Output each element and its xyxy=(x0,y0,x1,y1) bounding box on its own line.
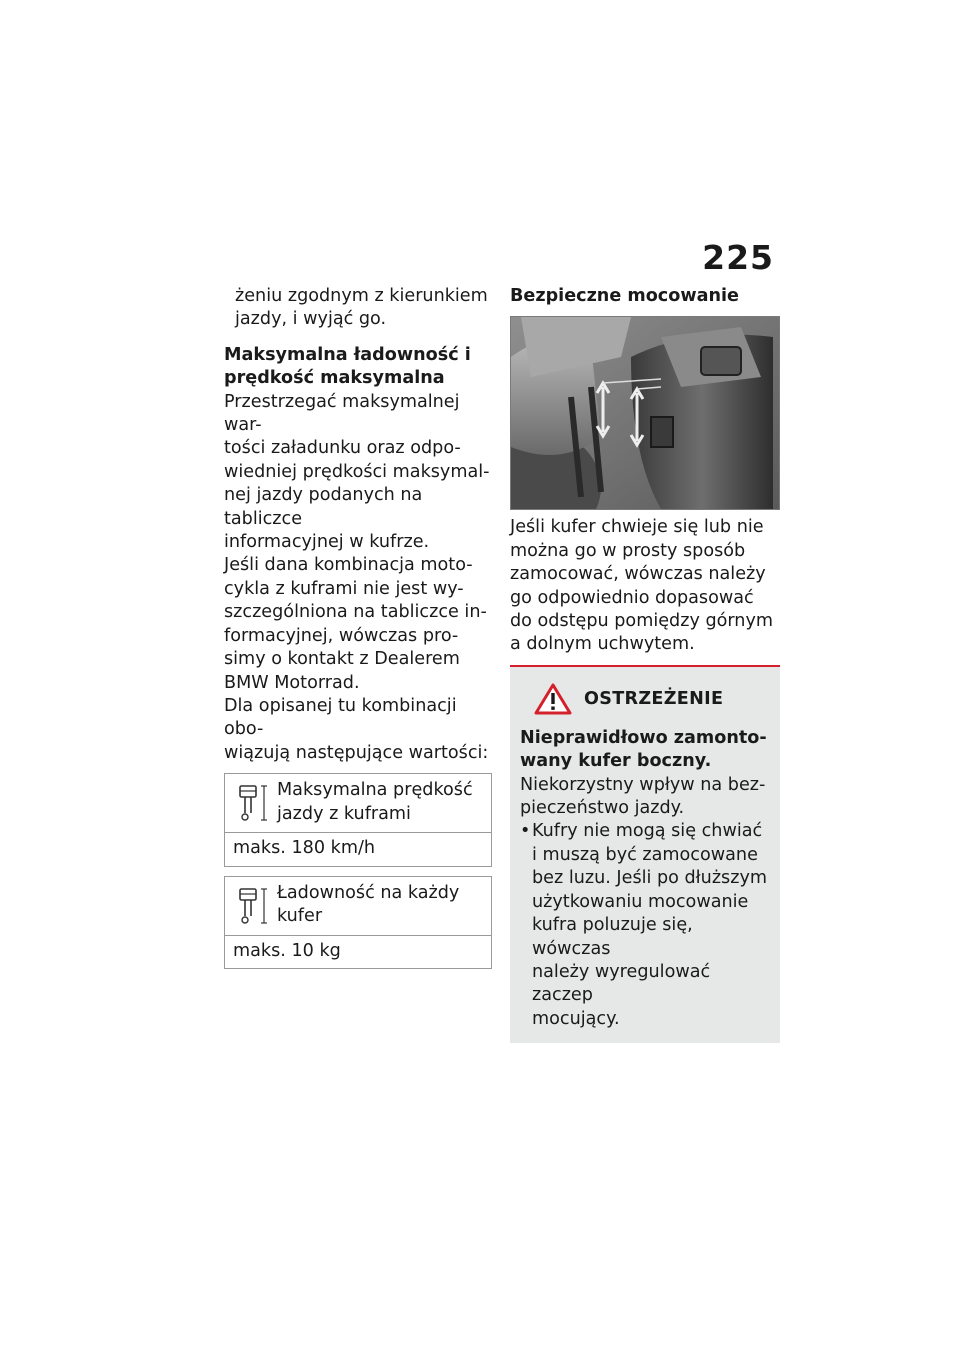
text-line: tości załadunku oraz odpo- xyxy=(224,438,461,459)
paragraph xyxy=(224,391,492,555)
text-line: wiązują następujące wartości: xyxy=(224,742,489,763)
text-line: jazdy, i wyjąć go. xyxy=(235,309,387,330)
text-line: Jeśli kufer chwieje się lub nie xyxy=(510,517,764,538)
text-line: simy o kontakt z Dealerem xyxy=(224,649,460,670)
warning-triangle-icon xyxy=(534,683,572,715)
text-line: bez luzu. Jeśli po dłuższym xyxy=(532,868,768,889)
warning-text xyxy=(520,774,770,821)
text-line: do odstępu pomiędzy górnym xyxy=(510,611,774,632)
warning-heading xyxy=(520,727,770,774)
case-mounting-photo xyxy=(510,316,780,510)
text-line: Kufry nie mogą się chwiać xyxy=(532,821,763,842)
text-line: go odpowiednio dopasować xyxy=(510,587,754,608)
spec-title-line: jazdy z kuframi xyxy=(277,803,411,824)
text-line: formacyjnej, wówczas pro- xyxy=(224,625,459,646)
text-line: Jeśli dana kombinacja moto- xyxy=(224,555,473,576)
bullet-dot: • xyxy=(520,821,531,842)
page-number: 225 xyxy=(702,238,774,277)
text-line: Przestrzegać maksymalnej war- xyxy=(224,391,460,436)
intro-text xyxy=(224,285,492,332)
paragraph xyxy=(224,554,492,694)
spec-title-line: Ładowność na każdy xyxy=(277,882,460,903)
text-line: i muszą być zamocowane xyxy=(532,844,758,865)
text-line: szczególniona na tabliczce in- xyxy=(224,602,487,623)
text-line: Dla opisanej tu kombinacji obo- xyxy=(224,695,457,740)
spec-box-max-speed xyxy=(224,773,492,866)
spec-value: maks. 180 km/h xyxy=(233,838,376,859)
heading-line: wany kufer boczny. xyxy=(520,751,712,772)
section-title-mounting: Bezpieczne mocowanie xyxy=(510,286,739,306)
text-line: można go w prosty sposób xyxy=(510,540,746,561)
left-column xyxy=(224,285,492,969)
right-column xyxy=(510,285,780,1043)
text-line: Niekorzystny wpływ na bez- xyxy=(520,774,766,795)
text-line: informacyjnej w kufrze. xyxy=(224,532,430,553)
text-line: a dolnym uchwytem. xyxy=(510,634,695,655)
text-line: należy wyregulować zaczep xyxy=(532,961,711,1006)
heading-line: prędkość maksymalna xyxy=(224,368,445,389)
heading-line: Nieprawidłowo zamonto- xyxy=(520,727,767,748)
warning-bullet xyxy=(520,820,770,1031)
text-line: cykla z kuframi nie jest wy- xyxy=(224,578,464,599)
text-line: wiedniej prędkości maksymal- xyxy=(224,461,490,482)
case-spec-icon xyxy=(235,782,269,826)
section-title-load xyxy=(224,344,492,391)
text-line: zamocować, wówczas należy xyxy=(510,564,766,585)
warning-title: OSTRZEŻENIE xyxy=(584,688,724,709)
spec-title-line: kufer xyxy=(277,905,323,926)
paragraph xyxy=(510,516,780,656)
paragraph xyxy=(224,695,492,765)
spec-title-line: Maksymalna prędkość xyxy=(277,780,473,801)
text-line: użytkowaniu mocowanie xyxy=(532,891,749,912)
text-line: żeniu zgodnym z kierunkiem xyxy=(235,286,488,306)
text-line: nej jazdy podanych na tabliczce xyxy=(224,485,423,529)
heading-line: Maksymalna ładowność i xyxy=(224,344,471,365)
text-line: kufra poluzuje się, wówczas xyxy=(532,915,693,959)
case-spec-icon xyxy=(235,885,269,929)
spec-value: maks. 10 kg xyxy=(233,940,341,961)
text-line: pieczeństwo jazdy. xyxy=(520,798,685,819)
text-line: BMW Motorrad. xyxy=(224,672,360,693)
spec-box-load-capacity xyxy=(224,876,492,969)
warning-box xyxy=(510,665,780,1043)
text-line: mocujący. xyxy=(532,1008,620,1029)
